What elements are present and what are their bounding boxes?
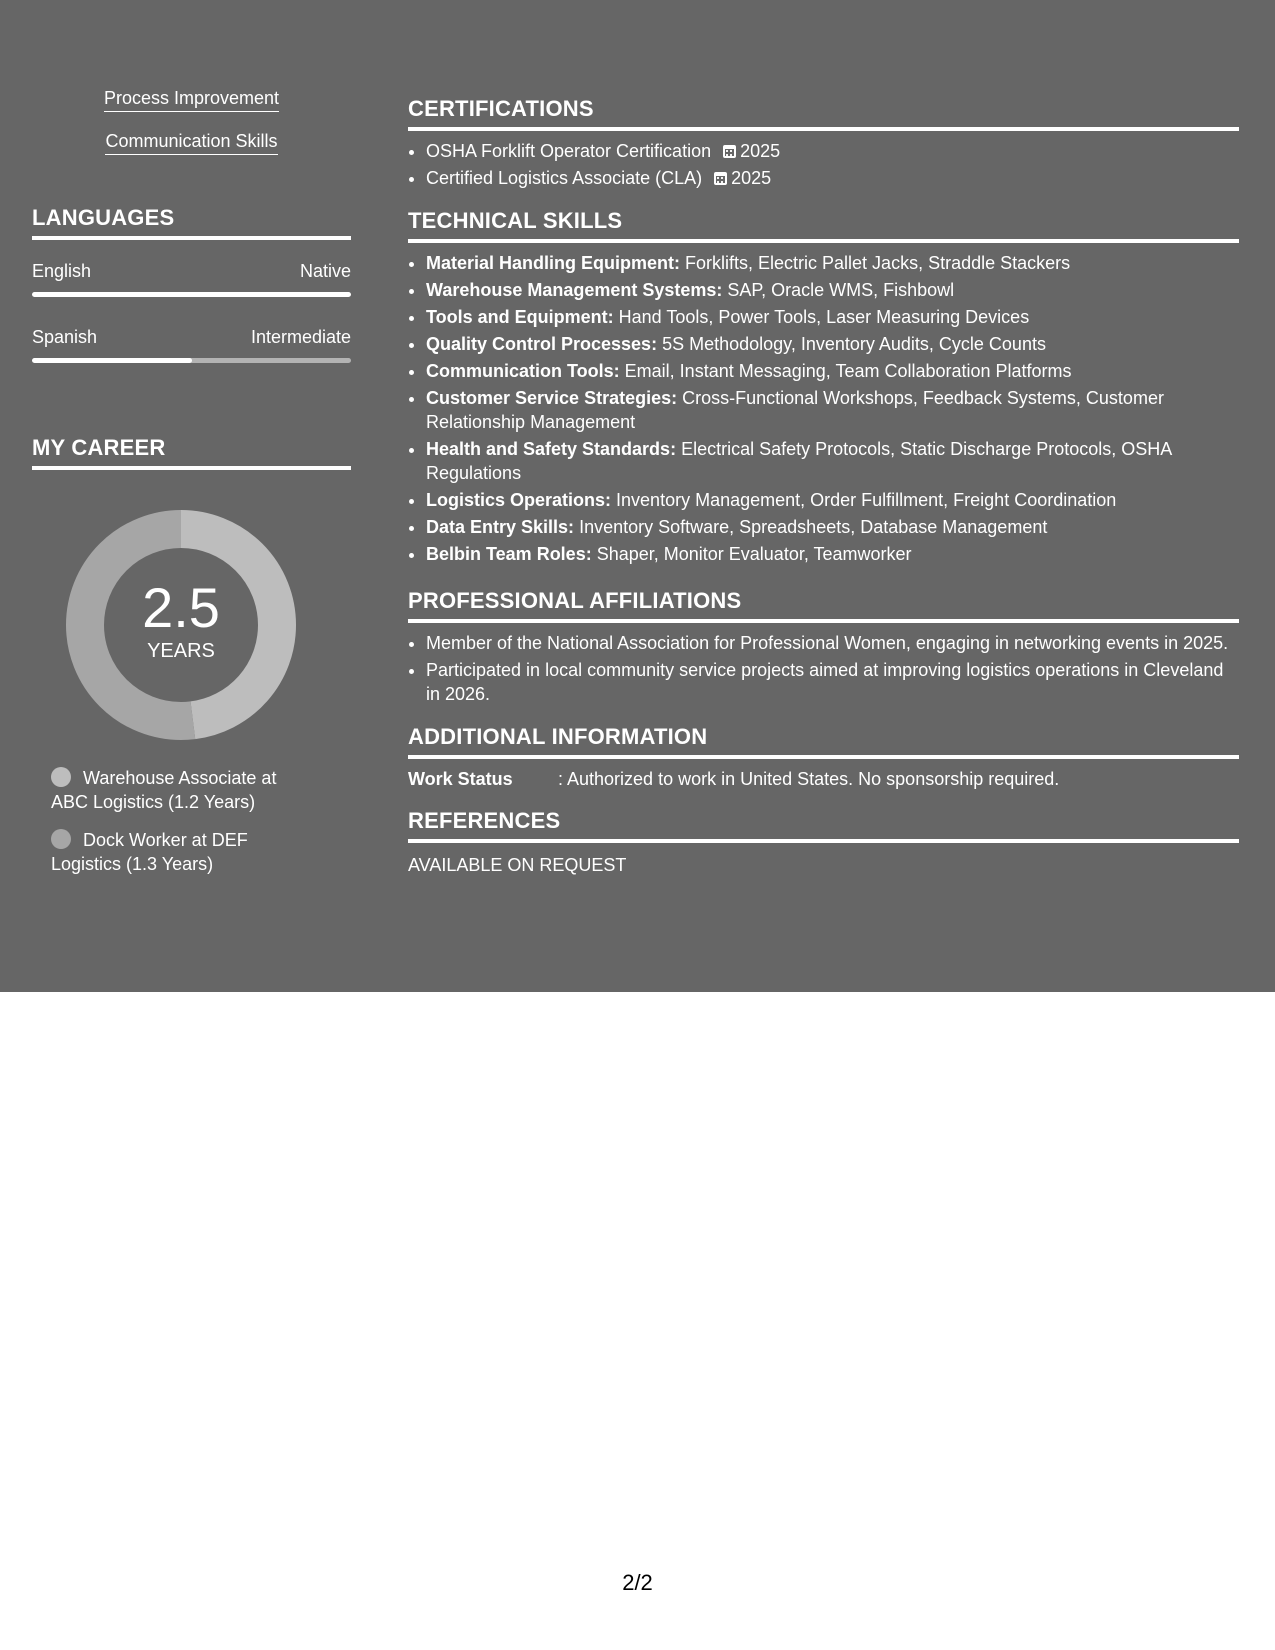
technical-skill-item	[426, 542, 1239, 566]
references-heading: REFERENCES	[408, 808, 1239, 843]
skill-text: 5S Methodology, Inventory Audits, Cycle Counts	[657, 334, 1046, 354]
skill-label: Customer Service Strategies:	[426, 388, 678, 408]
career-legend-dot	[51, 767, 71, 787]
skill-text: Forklifts, Electric Pallet Jacks, Straddle Stackers	[680, 253, 1071, 273]
career-item-label: Dock Worker at DEF Logistics (1.3 Years)	[51, 830, 248, 874]
language-level: Native	[299, 261, 351, 281]
skill-label: Communication Tools:	[426, 361, 620, 381]
skill-text: Inventory Management, Order Fulfillment, Freight Coordination	[611, 490, 1117, 510]
calendar-icon	[723, 145, 736, 158]
technical-skill-item	[426, 305, 1239, 329]
career-item	[51, 828, 311, 876]
skill-label: Data Entry Skills:	[426, 517, 575, 537]
skill-link-communication-skills[interactable]: Communication Skills	[105, 131, 277, 155]
affiliation-item: • Member of the National Association for Professional Women, engaging in networking events in 2025.	[426, 631, 1239, 655]
affiliations-heading: PROFESSIONAL AFFILIATIONS	[408, 588, 1239, 623]
languages-heading: LANGUAGES	[32, 205, 351, 240]
language-bar-spanish	[32, 358, 351, 363]
career-legend-dot	[51, 829, 71, 849]
career-item	[51, 766, 311, 814]
skill-label: Tools and Equipment:	[426, 307, 614, 327]
language-level: Intermediate	[250, 327, 351, 347]
technical-skill-item	[426, 332, 1239, 356]
skill-text: SAP, Oracle WMS, Fishbowl	[722, 280, 955, 300]
technical-skill-item	[426, 359, 1239, 383]
technical-skill-item	[426, 251, 1239, 275]
page-number: 2/2	[622, 1570, 653, 1595]
skill-label: Health and Safety Standards:	[426, 439, 677, 459]
work-status-row	[408, 769, 1239, 790]
skill-text: Inventory Software, Spreadsheets, Database Management	[574, 517, 1048, 537]
skill-link-process-improvement[interactable]: Process Improvement	[104, 88, 279, 112]
certification-year: 2025	[740, 141, 781, 161]
career-item-label: Warehouse Associate at ABC Logistics (1.2 Years)	[51, 768, 277, 812]
career-donut-center	[66, 510, 296, 740]
technical-skills-heading: TECHNICAL SKILLS	[408, 208, 1239, 243]
certification-item	[426, 139, 1239, 163]
career-heading: MY CAREER	[32, 435, 351, 470]
language-bar-fill	[32, 292, 351, 297]
additional-info-heading: ADDITIONAL INFORMATION	[408, 724, 1239, 759]
affiliation-item: • Participated in local community service projects aimed at improving logistics operations in Cleveland in 2026.	[426, 658, 1239, 706]
language-row-spanish	[32, 327, 351, 348]
skill-label: Belbin Team Roles:	[426, 544, 592, 564]
language-name: Spanish	[32, 327, 98, 347]
calendar-icon	[714, 172, 727, 185]
certifications-list	[408, 139, 1239, 190]
skill-text: Electrical Safety Protocols, Static Discharge Protocols, OSHA Regulations	[426, 439, 1172, 483]
certification-year: 2025	[731, 168, 772, 188]
references-text: AVAILABLE ON REQUEST	[408, 855, 627, 875]
skill-label: Material Handling Equipment:	[426, 253, 681, 273]
certification-item	[426, 166, 1239, 190]
technical-skill-item	[426, 278, 1239, 302]
technical-skills-list	[408, 251, 1239, 566]
certification-name: Certified Logistics Associate (CLA)	[426, 168, 703, 188]
skill-text: Shaper, Monitor Evaluator, Teamworker	[591, 544, 912, 564]
career-total-years: 2.5	[142, 575, 220, 639]
language-bar-english	[32, 292, 351, 297]
skill-text: Email, Instant Messaging, Team Collaboration Platforms	[619, 361, 1072, 381]
skill-label: Logistics Operations:	[426, 490, 612, 510]
sidebar	[32, 0, 351, 890]
work-status-value: : Authorized to work in United States. No sponsorship required.	[558, 769, 1060, 789]
certifications-heading: CERTIFICATIONS	[408, 96, 1239, 131]
skill-text: Cross-Functional Workshops, Feedback Systems, Customer Relationship Management	[426, 388, 1164, 432]
skill-text: Hand Tools, Power Tools, Laser Measuring Devices	[613, 307, 1030, 327]
language-row-english	[32, 261, 351, 282]
technical-skill-item	[426, 488, 1239, 512]
language-name: English	[32, 261, 92, 281]
career-total-unit: YEARS	[147, 639, 215, 662]
technical-skill-item	[426, 515, 1239, 539]
technical-skill-item	[426, 386, 1239, 434]
main-content	[408, 0, 1239, 876]
career-list	[51, 766, 311, 876]
technical-skill-item	[426, 437, 1239, 485]
certification-name: OSHA Forklift Operator Certification	[426, 141, 712, 161]
skill-label: Warehouse Management Systems:	[426, 280, 723, 300]
career-donut-chart	[66, 510, 296, 740]
work-status-label: Work Status	[408, 769, 513, 789]
skill-label: Quality Control Processes:	[426, 334, 658, 354]
language-bar-fill	[32, 358, 192, 363]
affiliations-list	[408, 631, 1239, 706]
